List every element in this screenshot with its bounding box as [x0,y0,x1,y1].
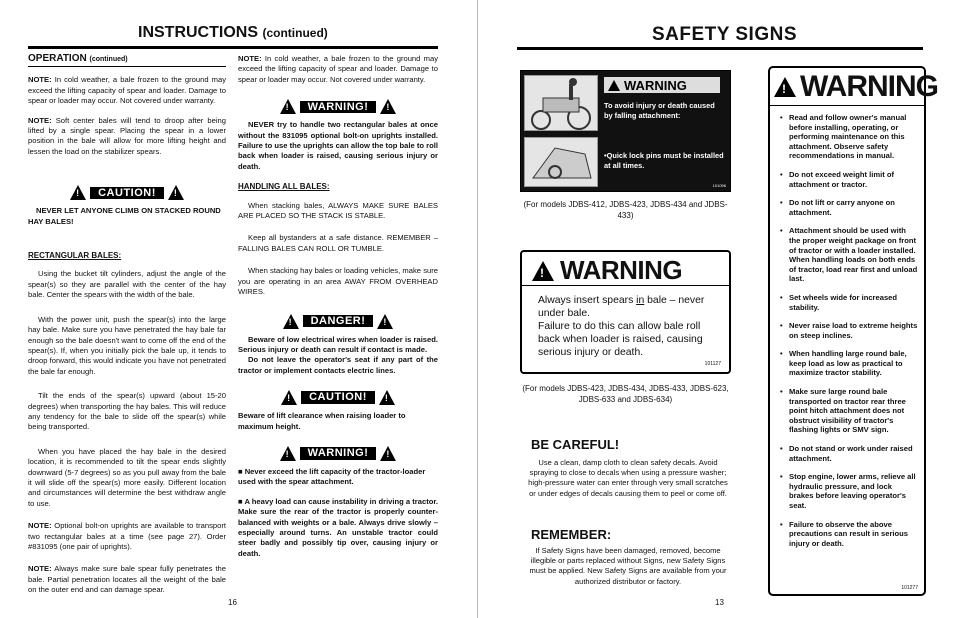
danger-text: Beware of low electrical wires when loader is raised. Serious injury or death can result if contact is made. [238,334,438,354]
tractor-illustration [524,75,598,131]
list-item: • Stop engine, lower arms, relieve all hydraulic pressure, and lock brakes before leaving operator's seat. [780,472,918,510]
warning-text: ■ Never exceed the lift capacity of the tractor-loader used with the spear attachment. [238,466,426,487]
page-title: INSTRUCTIONS (continued) [138,24,328,41]
warning-triangle-icon [532,261,554,281]
list-item: • Set wheels wide for increased stability. [780,293,918,312]
warning-sign: ! WARNING! ! [238,446,438,461]
paragraph: With the power unit, push the spear(s) into the large hay bale. Make sure you have penetrated the hay bale far enough so the bale doesn't want to come off the end of the spear(s). If, when you initially pick the bale up, it tends to droop forward, this would indicate you have not penetrated the bale far enough. [28,314,226,376]
warning-header: ! WARNING [770,68,924,106]
column-a [28,54,226,605]
warning-triangle-icon [280,446,296,461]
be-careful-text: Use a clean, damp cloth to clean safety decals. Avoid spraying to close to decals when using a pressure washer; high-pressure water can enter through very small scratches or under edges of decals causing them to peel or come off. [528,458,728,498]
list-item: • Read and follow owner's manual before installing, operating, or performing maintenance on this attachment. Observe safety recommendations in manual. [780,113,918,161]
paragraph: When you have placed the hay bale in the desired location, it is recommended to tilt the spear ends slightly downward (5-7 degrees) so as you pull away from the bale it will slide off the spear(s) more easily. Different location and circumstances will determine the best withdraw angle to use. [28,446,226,508]
warning-header: WARNING [604,77,720,93]
warning-triangle-icon [70,185,86,200]
note-paragraph: NOTE: Soft center bales will tend to droop after being lifted by a single spear. Placing the spear in a lower position in the bale will allow for more lifting height and lessen the load on the stabilizer spears. [28,115,226,156]
remember-heading: REMEMBER: [531,527,612,542]
title-rule [28,46,438,49]
warning-triangle-icon [168,185,184,200]
falling-attachment-decal [520,70,731,192]
warning-triangle-icon [380,446,396,461]
page-title: SAFETY SIGNS [652,24,798,45]
warning-triangle-icon [379,390,395,405]
warning-text: NEVER try to handle two rectangular bales at once without the 831095 optional bolt-on uprights installed. Failure to use the uprights can allow the top bale to roll back when loader is raised, causing serious injury or death. [238,120,438,171]
list-item: • Do not lift or carry anyone on attachment. [780,198,918,217]
paragraph: When stacking hay bales or loading vehicles, make sure you are operating in an area AWAY FROM OVERHEAD WIRES. [238,266,438,297]
page-number: 16 [228,598,237,607]
warning-triangle-icon [281,390,297,405]
list-item: • Do not exceed weight limit of attachment or tractor. [780,170,918,189]
general-warning-decal [768,66,938,596]
decal-code: 101096 [712,183,726,188]
list-item: • Failure to observe the above precautions can result in serious injury or death. [780,520,918,549]
warning-triangle-icon [280,99,296,114]
note-paragraph: NOTE: Optional bolt-on uprights are available to transport two rectangular bales at a time (see page 27). Order #831095 (one pair of uprights). [28,521,226,551]
be-careful-heading: BE CAREFUL! [531,437,620,452]
warning-triangle-icon [380,99,396,114]
decal-text: Always insert spears in bale – never under bale. Failure to do this can allow bale roll back when loader is raised, causing serious injury or death. [538,295,705,358]
title-rule [517,47,923,50]
rectangular-bales-heading: RECTANGULAR BALES: [28,251,122,261]
insert-spears-decal [520,250,731,374]
decal-caption: (For models JDBS-423, JDBS-434, JDBS-433, JDBS-623, JDBS-633 and JDBS-634) [522,384,729,404]
square-bullet-icon: ■ [238,496,245,506]
page-number: 13 [715,598,724,607]
square-bullet-icon: ■ [238,466,245,476]
warning-header: ! WARNING [522,252,729,286]
decal-caption: (For models JDBS-412, JDBS-423, JDBS-434 and JDBS-433) [523,200,728,220]
paragraph: Using the bucket tilt cylinders, adjust the angle of the spear(s) so they are parallel with the center of the hay bale. Center the spears with the width of the bale. [28,269,226,300]
warning-triangle-icon [608,80,620,91]
decal-code: 101127 [704,361,721,367]
danger-sign: ! DANGER! ! [238,314,438,329]
decal-text: To avoid injury or death caused by falling attachment: [604,101,715,120]
column-b [238,54,438,568]
paragraph: When stacking bales, ALWAYS MAKE SURE BALES ARE PLACED SO THE STACK IS STABLE. [238,200,438,221]
operation-heading: OPERATION (continued) [28,54,226,67]
caution-text: Beware of lift clearance when raising loader to maximum height. [238,411,406,431]
warning-sign: ! WARNING! ! [238,99,438,114]
list-item: • Attachment should be used with the proper weight package on front of tractor or with a loader installed. When handling loads on both ends of tractor, load rear first and unload last. [780,226,918,284]
paragraph: Keep all bystanders at a safe distance. REMEMBER – FALLING BALES CAN ROLL OR TUMBLE. [238,233,438,253]
warning-triangle-icon [283,314,299,329]
note-paragraph: NOTE: In cold weather, a bale frozen to the ground may exceed the lifting capacity of spear and loader. Damage to spear or loader may occur. Not covered under warranty. [28,75,226,106]
right-page [477,0,954,618]
note-paragraph: NOTE: Always make sure bale spear fully penetrates the bale. Partial penetration locates all the weight of the bale on the outer end and can damage spear. [28,564,226,595]
danger-text: Do not leave the operator's seat if any part of the tractor or implement contacts electric lines. [238,355,438,375]
quick-lock-pin-illustration [524,137,598,187]
caution-sign: ! CAUTION! ! [28,185,226,200]
warning-triangle-icon [377,314,393,329]
decal-code: 101277 [901,585,918,591]
paragraph: Tilt the ends of the spear(s) upward (about 15-20 degrees) when transporting the hay bales. This will reduce any tendency for the bale to slide off the spear(s) while being transported. [28,391,226,432]
warning-list [770,106,924,548]
list-item: • Never raise load to extreme heights on steep inclines. [780,321,918,340]
list-item: • When handling large round bale, keep load as low as practical to maximize tractor stability. [780,349,918,378]
list-item: • Do not stand or work under raised attachment. [780,444,918,463]
warning-text: ■ A heavy load can cause instability in driving a tractor. Make sure the rear of the tractor is properly counter-balanced with weights or a bale. Always drive slowly – especially around turns. An unstable tractor could steer badly and possibly tip over, causing injury or death. [238,496,439,558]
list-item: • Make sure large round bale transported on tractor rear three point hitch attachment does not obstruct visibility of tractor's flashing lights or SMV sign. [780,387,918,435]
note-paragraph: NOTE: In cold weather, a bale frozen to the ground may exceed the lifting capacity of spear and loader. Damage to spear or loader may occur. Not covered under warranty. [238,54,438,84]
caution-sign: ! CAUTION! ! [238,390,438,405]
handling-bales-heading: HANDLING ALL BALES: [238,182,330,192]
caution-text: NEVER LET ANYONE CLIMB ON STACKED ROUND HAY BALES! [28,206,221,226]
decal-text: •Quick lock pins must be installed at all times. [604,151,724,170]
warning-triangle-icon [774,77,796,97]
remember-text: If Safety Signs have been damaged, removed, become illegible or parts replaced without Signs, new Safety Signs must be applied. New Safety Signs are available from your authorized distributor or factory. [529,546,727,586]
